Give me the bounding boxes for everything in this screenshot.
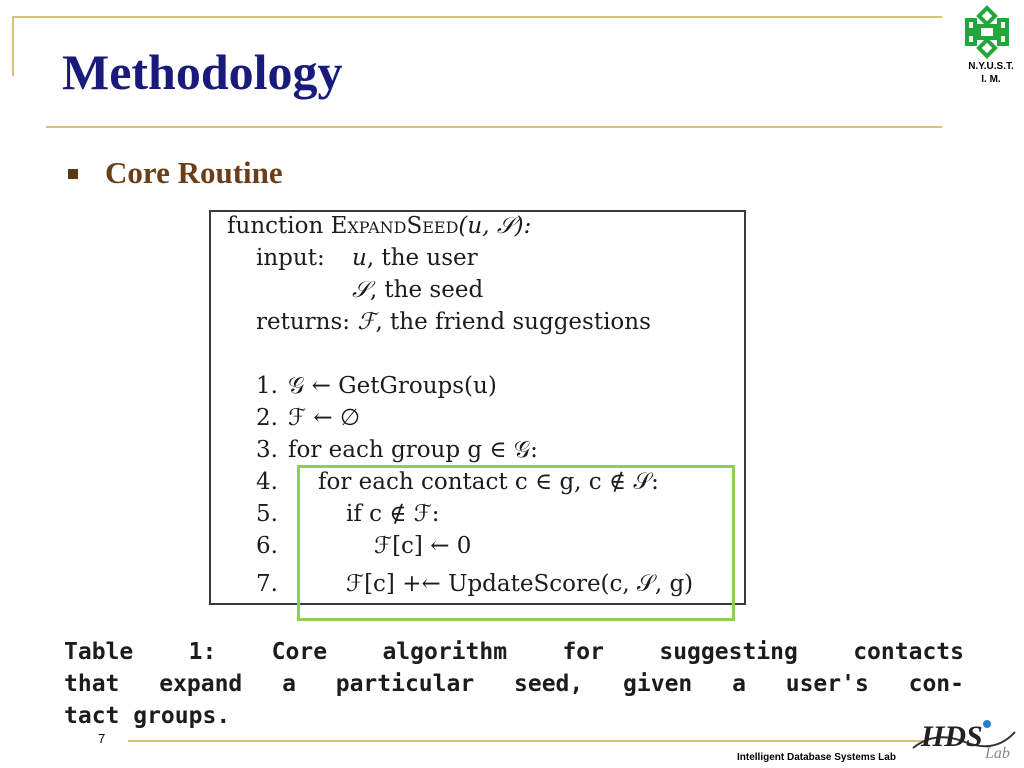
algo-step-4: for each contact c ∈ g, c ∉ 𝒮: <box>318 469 659 495</box>
algo-step-7: ℱ[c] +← UpdateScore(c, 𝒮, g) <box>346 571 694 597</box>
logo-line-2: I. M. <box>981 74 1001 85</box>
algo-step-5: if c ∉ ℱ: <box>346 501 440 527</box>
bullet-square-icon <box>68 169 78 179</box>
table-caption-line-3: tact groups. <box>64 703 231 729</box>
algo-input-desc-s: , the seed <box>369 277 484 303</box>
nyust-logo-text <box>950 60 1024 86</box>
highlight-box <box>297 465 735 621</box>
algo-step-1: 𝒢 ← GetGroups(u) <box>288 373 497 399</box>
left-border-line <box>12 16 14 76</box>
algo-step-3: for each group g ∈ 𝒢: <box>288 437 538 463</box>
algo-step-3-num: 3. <box>256 437 278 463</box>
table-caption-line-1: Table 1: Core algorithm for suggesting contacts <box>64 639 964 665</box>
algo-returns-label: returns: <box>256 309 351 335</box>
algo-function-args: (u, 𝒮): <box>458 213 532 239</box>
algo-input-user <box>352 243 478 273</box>
logo-line-1: N.Y.U.S.T. <box>968 61 1014 72</box>
svg-text:Lab: Lab <box>985 745 1010 762</box>
algo-returns-desc: , the friend suggestions <box>375 309 651 335</box>
algo-input-arg-s: 𝒮 <box>352 277 370 303</box>
svg-text:IIDS: IIDS <box>921 720 983 753</box>
algo-input-arg-u: u <box>352 245 367 271</box>
slide-title: Methodology <box>62 44 343 100</box>
algo-input-desc-u: , the user <box>366 245 478 271</box>
algo-step-2-num: 2. <box>256 405 278 431</box>
footer-line <box>128 740 928 742</box>
table-caption-line-2: that expand a particular seed, given a user's con- <box>64 671 964 697</box>
top-border-line <box>12 16 942 18</box>
algo-step-4-num: 4. <box>256 469 278 495</box>
algo-keyword: function <box>227 213 331 239</box>
algo-step-7-num: 7. <box>256 571 278 597</box>
page-number: 7 <box>98 731 106 746</box>
algo-step-6-num: 6. <box>256 533 278 559</box>
algo-input-label: input: <box>256 245 325 271</box>
algo-signature <box>227 211 531 241</box>
algo-step-5-num: 5. <box>256 501 278 527</box>
ids-lab-logo <box>905 712 1021 764</box>
bullet-core-routine: Core Routine <box>105 155 283 190</box>
footer-lab-name: Intelligent Database Systems Lab <box>737 752 896 763</box>
algo-returns <box>256 307 651 337</box>
algo-function-name: ExpandSeed <box>330 213 459 239</box>
algo-input-seed <box>352 275 483 305</box>
algo-step-6: ℱ[c] ← 0 <box>374 533 472 559</box>
algo-returns-arg: ℱ <box>357 309 376 335</box>
algo-step-1-num: 1. <box>256 373 278 399</box>
algo-step-2: ℱ ← ∅ <box>288 405 361 431</box>
nyust-logo <box>956 4 1018 60</box>
title-underline <box>46 126 942 128</box>
